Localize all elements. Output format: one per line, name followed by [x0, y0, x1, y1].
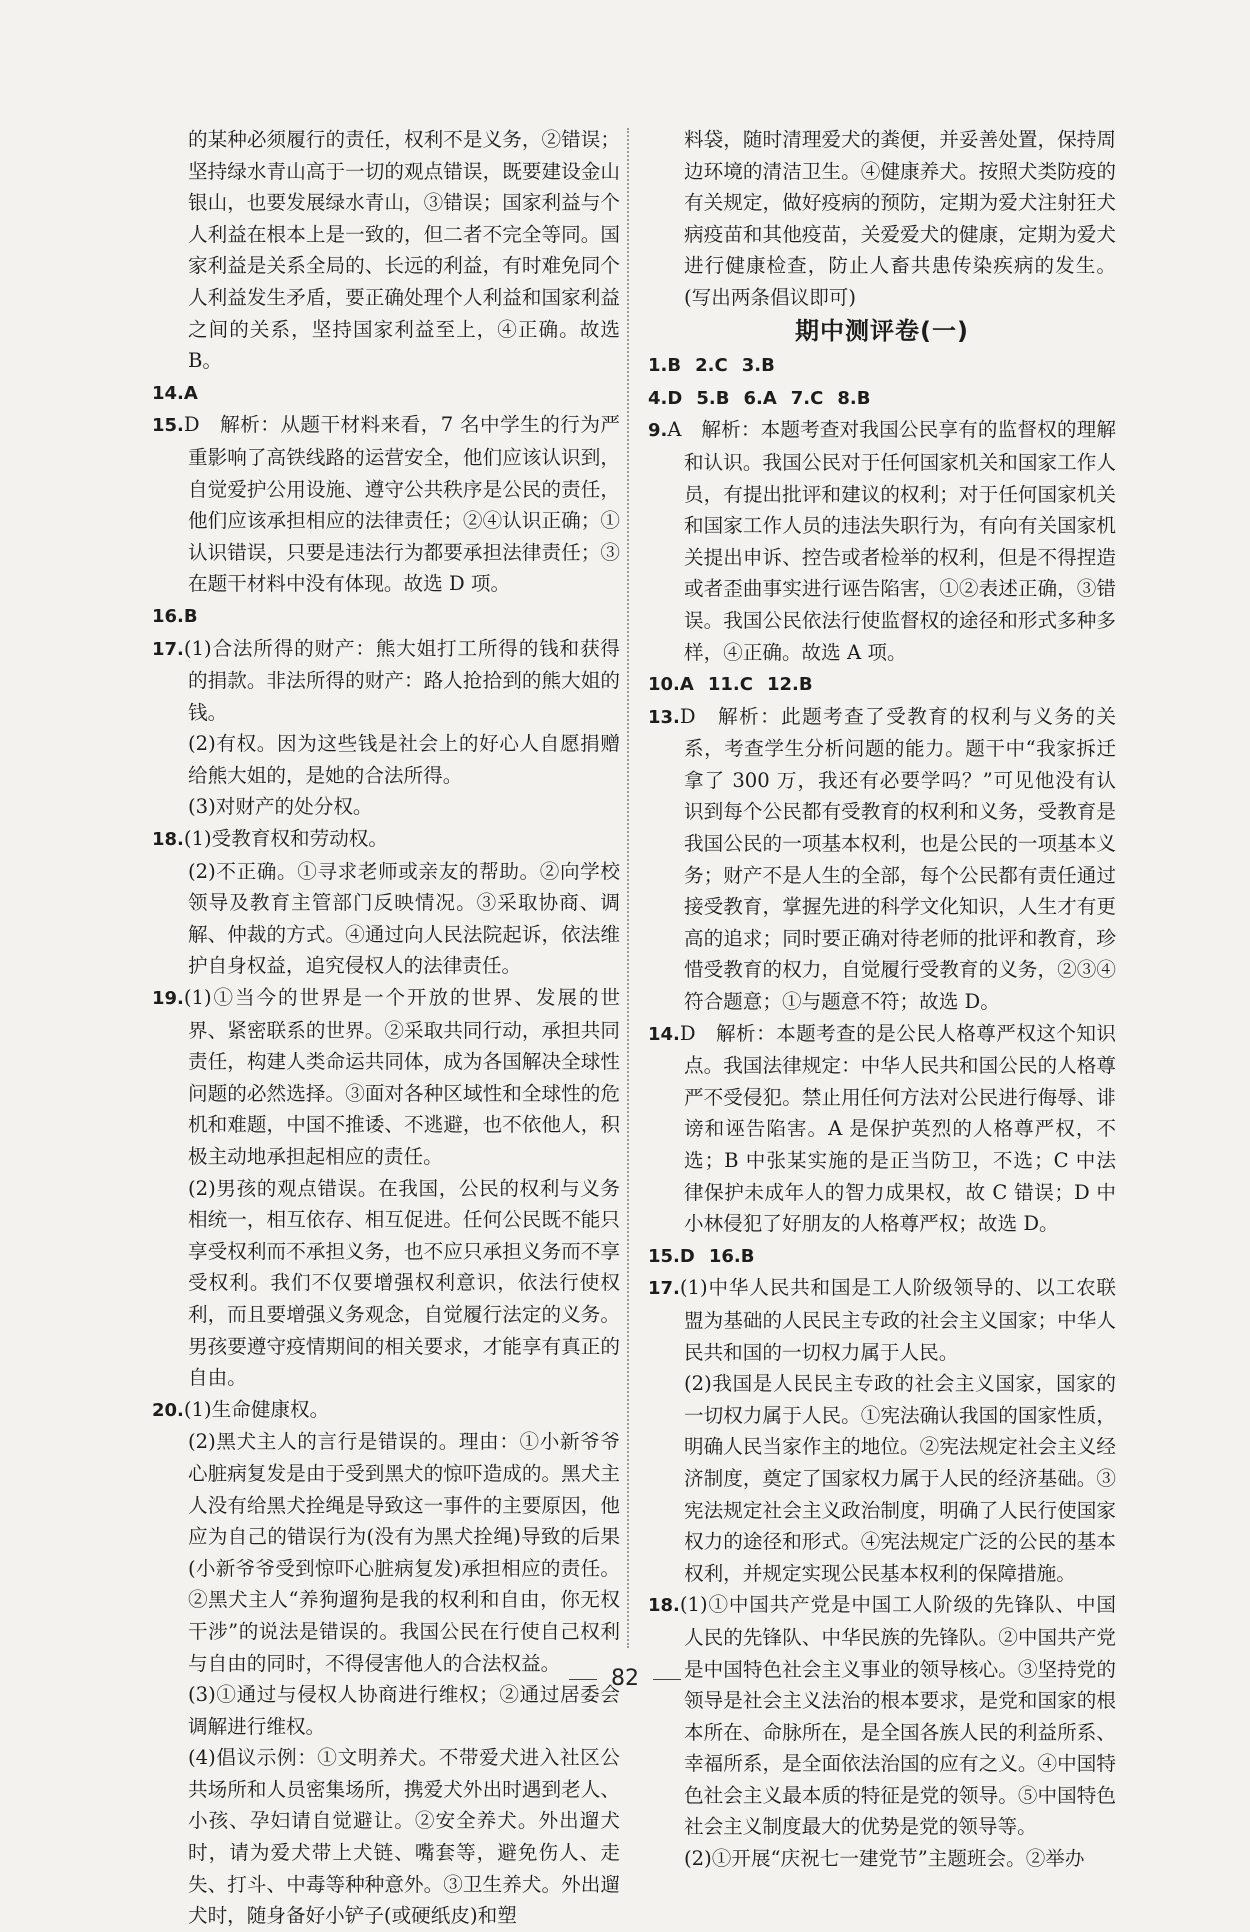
quick-answer	[743, 388, 776, 409]
answer-letter: D	[679, 1245, 695, 1267]
answer-text: (1)合法所得的财产：熊大姐打工所得的钱和获得的捐款。非法所得的财产：路人抢拾到的熊大姐的钱。	[183, 636, 620, 724]
quick-answer	[648, 674, 694, 695]
answer-letter: C	[714, 355, 728, 377]
sub-answer: (3)对财产的处分权。	[188, 795, 373, 819]
answer-item	[648, 414, 1116, 668]
quick-answer	[791, 388, 824, 409]
answer-text: D 解析：从题干材料来看，7 名中学生的行为严重影响了高铁线路的运营安全，他们应该认识到，自觉爱护公用设施、遵守公共秩序是公民的责任，他们应该承担相应的法律责任；②④认识正确；①认识错误，只要是违法行为都要承担法律责任；③在题干材料中没有体现。故选 D 项。	[183, 413, 620, 596]
question-number: 10.	[648, 674, 680, 696]
quick-answer	[648, 1246, 695, 1267]
answer-text: (1)生命健康权。	[183, 1397, 330, 1421]
answer-text: (1)①当今的世界是一个开放的世界、发展的世界、紧密联系的世界。②采取共同行动，承担共同责任，构建人类命运共同体，成为各国解决全球性问题的必然选择。③面对各种区域性和全球性的危机和难题，中国不推诿、不逃避，也不依他人，积极主动地承担起相应的责任。	[183, 986, 620, 1168]
question-number: 1.	[648, 355, 668, 377]
answer-letter: B	[183, 605, 198, 627]
answer-item	[152, 982, 620, 1173]
answer-letter: B	[761, 355, 775, 377]
answer-row	[648, 1240, 1116, 1273]
footer-dash-right	[653, 1679, 681, 1680]
continued-paragraph: 料袋，随时清理爱犬的粪便，并妥善处置，保持周边环境的清洁卫生。④健康养犬。按照犬类防疫的有关规定，做好疫病的预防，定期为爱犬注射狂犬病疫苗和其他疫苗，关爱爱犬的健康，定期为爱犬进行健康检查，防止人畜共患传染疾病的发生。(写出两条倡议即可)	[684, 128, 1116, 309]
question-number: 16.	[708, 1245, 741, 1267]
sub-answer: (2)我国是人民民主专政的社会主义国家，国家的一切权力属于人民。①宪法确认我国的国家性质，明确人民当家作主的地位。②宪法规定社会主义经济制度，奠定了国家权力属于人民的经济基础。③宪法规定社会主义政治制度，明确了人民行使国家权力的途径和形式。④宪法规定广泛的公民的基本权利，并规定实现公民基本权利的保障措施。	[684, 1372, 1116, 1585]
answer-letter: B	[798, 674, 813, 696]
answer-text: (1)受教育权和劳动权。	[183, 827, 388, 851]
question-number: 13.	[648, 706, 680, 728]
answer-text: (1)①中国共产党是中国工人阶级的先锋队、中国人民的先锋队、中华民族的先锋队。②中国共产党是中国特色社会主义事业的领导核心。③坚持党的领导是社会主义法治的根本要求，是党和国家的根本所在、命脉所在，是全国各族人民的利益所系、幸福所系，是全面依法治国的应有之义。④中国特色社会主义最本质的特征是党的领导。⑤中国特色社会主义制度最大的优势是党的领导等。	[679, 1593, 1116, 1839]
question-number: 17.	[152, 638, 184, 660]
question-number: 5.	[696, 387, 716, 409]
quick-answer	[742, 355, 775, 376]
question-number: 2.	[695, 355, 715, 377]
question-number: 15.	[152, 415, 184, 437]
left-column	[152, 124, 620, 1932]
answer-item	[152, 823, 620, 856]
question-number: 7.	[790, 387, 811, 409]
right-column	[648, 124, 1116, 1875]
answer-item	[648, 1589, 1116, 1843]
answer-letter: A	[679, 674, 694, 696]
question-number: 14.	[152, 382, 184, 404]
question-number: 16.	[152, 605, 184, 627]
answer-row	[648, 668, 1116, 701]
answer-letter: D	[667, 387, 683, 409]
question-number: 8.	[837, 387, 857, 409]
question-number: 6.	[743, 387, 763, 409]
footer-dash-left	[569, 1679, 597, 1680]
sub-answer: (4)倡议示例：①文明养犬。不带爱犬进入社区公共场所和人员密集场所，携爱犬外出时遇到老人、小孩、孕妇请自觉避让。②安全养犬。外出遛犬时，请为爱犬带上犬链、嘴套等，避免伤人、走失、打斗、中毒等种种意外。③卫生养犬。外出遛犬时，随身备好小铲子(或硬纸皮)和塑	[188, 1746, 620, 1928]
question-number: 18.	[648, 1595, 680, 1617]
question-number: 17.	[648, 1278, 680, 1300]
answer-letter: C	[810, 387, 824, 409]
sub-answer: (2)①开展“庆祝七一建党节”主题班会。②举办	[684, 1847, 1085, 1871]
answer-text: A 解析：本题考查对我国公民享有的监督权的理解和认识。我国公民对于任何国家机关和国家工作人员，有提出批评和建议的权利；对于任何国家机关和国家工作人员的违法失职行为，有向有关国家机关提出申诉、控告或者检举的权利，但是不得捏造或者歪曲事实进行诬告陷害，①②表述正确，③错误。我国公民依法行使监督权的途径和形式多种多样，④正确。故选 A 项。	[667, 418, 1116, 664]
answer-item	[152, 1394, 620, 1427]
answer-text: D 解析：本题考查的是公民人格尊严权这个知识点。我国法律规定：中华人民共和国公民的人格尊严不受侵犯。禁止用任何方法对公民进行侮辱、诽谤和诬告陷害。A 是保护英烈的人格尊严权，不选；B 中张某实施的是正当防卫，不选；C 中法律保护未成年人的智力成果权，故 C 错误；D 中小林侵犯了好朋友的人格尊严权；故选 D。	[679, 1021, 1116, 1236]
quick-answer	[152, 383, 198, 404]
sub-answer: (2)不正确。①寻求老师或亲友的帮助。②向学校领导及教育主管部门反映情况。③采取协商、调解、仲裁的方式。④通过向人民法院起诉，依法维护自身权益，追究侵权人的法律责任。	[188, 859, 620, 978]
sub-answer: (3)①通过与侵权人协商进行维权；②通过居委会调解进行维权。	[188, 1683, 620, 1738]
answer-letter: A	[762, 387, 777, 409]
continued-paragraph: 的某种必须履行的责任，权利不是义务，②错误；坚持绿水青山高于一切的观点错误，既要建设金山银山，也要发展绿水青山，③错误；国家利益与个人利益在根本上是一致的，但二者不完全等同。国家利益是关系全局的、长远的利益，有时难免同个人利益发生矛盾，要正确处理个人利益和国家利益之间的关系，坚持国家利益至上，④正确。故选 B。	[188, 128, 620, 373]
quick-answer	[708, 674, 753, 695]
answer-item	[648, 1272, 1116, 1368]
answer-letter: B	[740, 1245, 755, 1267]
question-number: 15.	[648, 1245, 680, 1267]
quick-answer	[709, 1246, 755, 1267]
quick-answer	[695, 355, 728, 376]
answer-row	[648, 382, 1116, 415]
answer-row	[152, 600, 620, 633]
page-number: 82	[611, 1666, 639, 1691]
quick-answer	[648, 355, 681, 376]
answer-letter: B	[715, 387, 730, 409]
quick-answer	[648, 388, 682, 409]
question-number: 11.	[707, 674, 740, 696]
quick-answer	[837, 388, 870, 409]
question-number: 3.	[741, 355, 762, 377]
quick-answer	[152, 606, 198, 627]
question-number: 9.	[648, 420, 668, 442]
answer-item	[648, 1018, 1116, 1240]
answer-text: D 解析：此题考查了受教育的权利与义务的关系，考查学生分析问题的能力。题干中“我家拆迁拿了 300 万，我还有必要学吗？”可见他没有认识到每个公民都有受教育的权利和义务，受教育是我国公民的一项基本权利，也是公民的一项基本义务；财产不是人生的全部，每个公民都有责任通过接受教育，掌握先进的科学文化知识，人生才有更高的追求；同时要正确对待老师的批评和教育，珍惜受教育的权力，自觉履行受教育的义务，②③④符合题意；①与题意不符；故选 D。	[679, 704, 1116, 1014]
answer-letter: C	[739, 674, 753, 696]
answer-item	[648, 701, 1116, 1018]
sub-answer: (2)男孩的观点错误。在我国，公民的权利与义务相统一，相互依存、相互促进。任何公民既不能只享受权利而不承担义务，也不应只承担义务而不享受权利。我们不仅要增强权利意识，依法行使权利，而且要增强义务观念，自觉履行法定的义务。男孩要遵守疫情期间的相关要求，才能享有真正的自由。	[188, 1176, 620, 1390]
quick-answer	[696, 388, 729, 409]
question-number: 14.	[648, 1023, 680, 1045]
question-number: 19.	[152, 988, 184, 1010]
question-number: 20.	[152, 1399, 184, 1421]
answer-item	[152, 409, 620, 600]
page-footer	[0, 1666, 1250, 1691]
question-number: 4.	[648, 387, 668, 409]
quick-answer	[767, 674, 813, 695]
column-divider	[627, 128, 629, 1648]
sub-answer: (2)有权。因为这些钱是社会上的好心人自愿捐赠给熊大姐的，是她的合法所得。	[188, 732, 620, 787]
answer-letter: A	[183, 382, 198, 404]
question-number: 12.	[766, 674, 799, 696]
answer-letter: B	[856, 387, 871, 409]
section-title: 期中测评卷(一)	[795, 316, 969, 345]
answer-text: (1)中华人民共和国是工人阶级领导的、以工农联盟为基础的人民民主专政的社会主义国家；中华人民共和国的一切权力属于人民。	[679, 1276, 1116, 1364]
answer-item	[152, 633, 620, 729]
answer-row	[152, 377, 620, 410]
answer-letter: B	[667, 355, 682, 377]
answer-row	[648, 349, 1116, 382]
sub-answer: (2)黑犬主人的言行是错误的。理由：①小新爷爷心脏病复发是由于受到黑犬的惊吓造成的。黑犬主人没有给黑犬拴绳是导致这一事件的主要原因，他应为自己的错误行为(没有为黑犬拴绳)导致的后果(小新爷爷受到惊吓心脏病复发)承担相应的责任。②黑犬主人“养狗遛狗是我的权利和自由，你无权干涉”的说法是错误的。我国公民在行使自己权利与自由的同时，不得侵害他人的合法权益。	[188, 1430, 620, 1675]
question-number: 18.	[152, 829, 184, 851]
